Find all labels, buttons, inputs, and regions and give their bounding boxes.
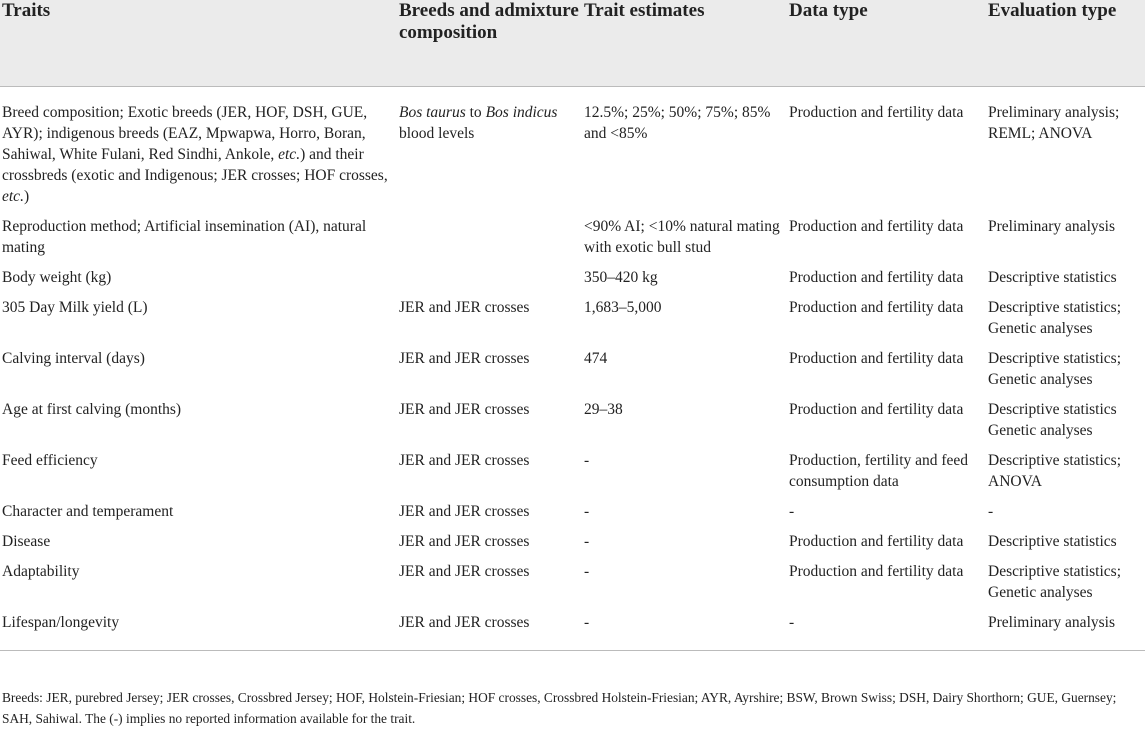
cell-breeds: JER and JER crosses [399,401,530,418]
table-row [0,531,1145,561]
cell-data-type: Production and fertility data [789,269,964,286]
cell-data-type: Production, fertility and feed consumption data [789,452,969,490]
cell-trait: 305 Day Milk yield (L) [2,299,148,316]
cell-breeds: JER and JER crosses [399,533,530,550]
cell-breeds [397,267,582,297]
header-row [0,0,1145,87]
cell-trait: Lifespan/longevity [0,612,397,651]
table-row [0,399,1145,450]
cell-data-type: Production and fertility data [789,104,964,121]
cell-evaluation: Descriptive statistics; Genetic analyses [988,563,1122,601]
cell-estimate: - [584,503,590,520]
trait-text-part: Breed composition; Exotic breeds (JER, HOF, DSH, GUE, AYR); indigenous breeds (EAZ, Mpwapwa, Horro, Boran, Sahiwal, White Fulani, Red Sindhi, Ankole, [2,104,368,163]
table-row [0,561,1145,612]
cell-estimate: - [582,612,787,651]
table-body [0,87,1145,651]
cell-trait: Character and temperament [2,503,174,520]
cell-trait: Calving interval (days) [2,350,145,367]
cell-trait: Adaptability [2,563,80,580]
breeds-text: to [465,104,486,121]
cell-evaluation: Preliminary analysis [988,218,1115,235]
cell-breeds: JER and JER crosses [399,503,530,520]
table-footnote: Breeds: JER, purebred Jersey; JER crosses, Crossbred Jersey; HOF, Holstein-Friesian; HOF crosses, Crossbred Holstein-Friesian; AYR, Ayrshire; BSW, Brown Swiss; DSH, Dairy Shorthorn; GUE, Guernsey; SAH, Sahiwal. The (-) implies no reported information available for the trait. [2,690,1117,726]
cell-data-type: Production and fertility data [789,218,964,235]
cell-evaluation: Descriptive statistics; Genetic analyses [988,350,1122,388]
cell-breeds: JER and JER crosses [399,452,530,469]
cell-estimate: - [584,563,590,580]
trait-text-part: ) [23,188,30,205]
cell-breeds: JER and JER crosses [399,350,530,367]
cell-trait: Age at first calving (months) [2,401,182,418]
cell-data-type: Production and fertility data [789,563,964,580]
table-row [0,267,1145,297]
cell-data-type: - [787,612,986,651]
breeds-text: blood levels [399,125,475,142]
trait-text-part: ) and their crossbreds (exotic and Indigenous; JER crosses; HOF crosses, [2,146,388,184]
table-row [0,348,1145,399]
cell-evaluation: Descriptive statistics Genetic analyses [988,401,1117,439]
cell-data-type: Production and fertility data [789,350,964,367]
cell-trait: Feed efficiency [2,452,98,469]
cell-evaluation: Preliminary analysis [986,612,1145,651]
trait-text-italic: etc. [2,188,24,205]
cell-breeds: JER and JER crosses [399,299,530,316]
cell-evaluation: Descriptive statistics [988,533,1117,550]
cell-breeds: JER and JER crosses [399,563,530,580]
cell-estimate: - [584,533,590,550]
header-data-type: Data type [787,0,986,87]
cell-estimate: <90% AI; <10% natural mating with exotic bull stud [584,218,780,256]
cell-breeds [397,87,582,217]
cell-evaluation: - [988,503,994,520]
cell-trait: Body weight (kg) [2,269,112,286]
cell-evaluation: Descriptive statistics; ANOVA [988,452,1122,490]
header-evaluation-type: Evaluation type [986,0,1145,87]
cell-evaluation: Descriptive statistics [988,269,1117,286]
cell-evaluation: Descriptive statistics; Genetic analyses [988,299,1122,337]
cell-trait [0,87,397,217]
cell-estimate: - [584,452,590,469]
table-row [0,612,1145,651]
table-row [0,501,1145,531]
cell-trait: Disease [2,533,51,550]
cell-evaluation: Preliminary analysis; REML; ANOVA [988,104,1120,142]
cell-estimate: 474 [584,350,608,367]
header-breeds: Breeds and admixture composition [397,0,582,87]
cell-breeds [397,216,582,267]
cell-estimate: 29–38 [584,401,623,418]
table-row [0,297,1145,348]
cell-estimate: 350–420 kg [584,269,658,286]
cell-data-type: - [789,503,795,520]
header-traits: Traits [0,0,397,87]
breeds-italic: Bos indicus [485,104,558,121]
cell-estimate: 12.5%; 25%; 50%; 75%; 85% and <85% [584,104,771,142]
table-header [0,0,1145,87]
cell-estimate: 1,683–5,000 [584,299,662,316]
table-row [0,450,1145,501]
table-row [0,216,1145,267]
cell-data-type: Production and fertility data [789,299,964,316]
header-trait-estimates: Trait estimates [582,0,787,87]
cell-trait: Reproduction method; Artificial insemination (AI), natural mating [2,218,367,256]
trait-text-italic: etc. [278,146,301,163]
cell-data-type: Production and fertility data [789,533,964,550]
cell-breeds: JER and JER crosses [397,612,582,651]
breeds-italic: Bos taurus [399,104,466,121]
table-row [0,87,1145,217]
cell-data-type: Production and fertility data [789,401,964,418]
